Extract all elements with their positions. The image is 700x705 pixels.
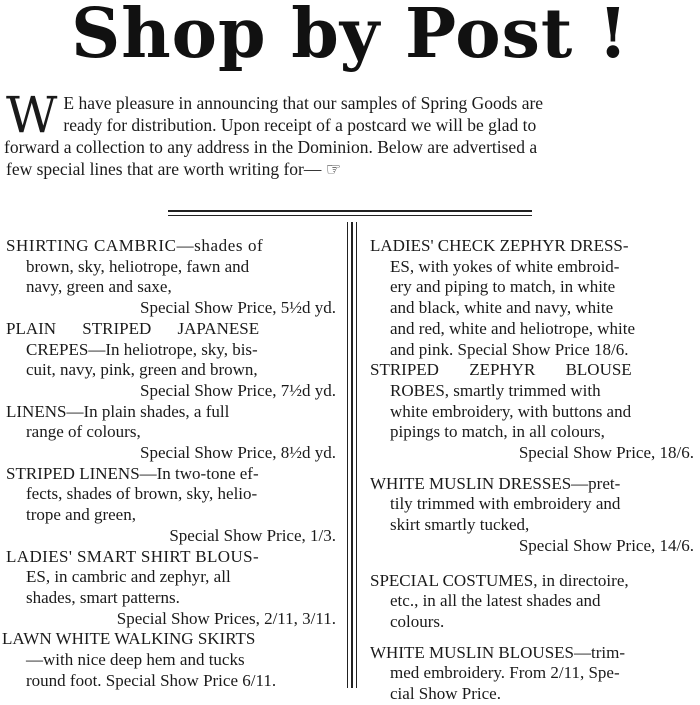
item-text: cuit, navy, pink, green and brown, [26,360,258,380]
item-heading: LINENS—In plain shades, a full [6,401,230,421]
list-item [6,236,338,319]
item-text: CREPES—In heliotrope, sky, bis- [26,339,258,359]
item-price: Special Show Price, 5½d yd. [140,298,336,318]
item-text: range of colours, [26,422,141,442]
list-item [6,547,338,630]
column-rule [356,222,357,688]
item-text: navy, green and saxe, [26,277,172,297]
item-text: white embroidery, with buttons and [390,401,632,421]
list-item [6,319,338,402]
list-item [370,643,696,705]
item-text: pipings to match, in all colours, [390,422,605,442]
item-price: Special Show Price, 14/6. [518,535,694,555]
item-text: round foot. Special Show Price 6/11. [26,670,277,690]
item-text: skirt smartly tucked, [390,515,530,535]
item-heading: LADIES' SMART SHIRT BLOUS- [6,546,260,566]
item-price: Special Show Price, 1/3. [169,525,336,545]
item-text: colours. [390,611,445,631]
list-item [6,402,338,464]
item-text: ES, with yokes of white embroid- [390,256,620,276]
item-text: ROBES, smartly trimmed with [390,380,601,400]
column-rule [351,222,353,688]
right-column [370,236,696,705]
list-item [370,474,696,557]
intro-line: E have pleasure in announcing that our samples of Spring Goods are [63,93,544,113]
item-text: and red, white and heliotrope, white [390,318,636,338]
item-heading: SHIRTING CAMBRIC—shades of [6,236,264,255]
intro-paragraph [4,86,694,180]
drop-cap: W [6,86,58,144]
item-price: Special Show Price, 18/6. [518,443,694,463]
item-heading: LAWN WHITE WALKING SKIRTS [2,629,256,649]
list-item [2,629,338,691]
item-heading: PLAIN STRIPED JAPANESE [6,318,260,338]
item-heading: LADIES' CHECK ZEPHYR DRESS- [370,236,629,255]
item-text: —with nice deep hem and tucks [26,650,245,670]
list-item [370,571,696,633]
item-heading: SPECIAL COSTUMES, in directoire, [370,570,629,590]
headline: Shop by Post ! [71,0,629,74]
item-text: etc., in all the latest shades and [390,591,601,611]
item-price: Special Show Prices, 2/11, 3/11. [116,608,336,628]
item-heading: STRIPED LINENS—In two-tone ef- [6,463,259,483]
item-heading: STRIPED ZEPHYR BLOUSE [370,360,632,380]
item-text: brown, sky, heliotrope, fawn and [26,256,250,276]
intro-line: forward a collection to any address in the Dominion. Below are advertised a [4,137,538,157]
item-text: fects, shades of brown, sky, helio- [26,484,258,504]
item-text: med embroidery. From 2/11, Spe- [390,663,620,683]
list-item [6,464,338,547]
intro-line: few special lines that are worth writing for— ☞ [6,159,342,179]
item-text: ES, in cambric and zephyr, all [26,567,231,587]
item-text: and black, white and navy, white [390,298,614,318]
item-text: shades, smart patterns. [26,587,180,607]
item-price: Special Show Price, 7½d yd. [140,380,336,400]
intro-line: ready for distribution. Upon receipt of a postcard we will be glad to [63,115,537,135]
item-heading: WHITE MUSLIN BLOUSES—trim- [370,642,625,662]
item-text: trope and green, [26,505,136,525]
list-item [370,360,696,464]
item-heading: WHITE MUSLIN DRESSES—pret- [370,473,621,493]
item-text: cial Show Price. [390,684,501,704]
list-item [370,236,696,360]
item-text: tily trimmed with embroidery and [390,494,621,514]
item-text: and pink. Special Show Price 18/6. [390,339,629,359]
left-column [2,236,338,691]
divider-rule-bottom [168,215,532,216]
item-price: Special Show Price, 8½d yd. [140,443,336,463]
column-rule [347,222,348,688]
divider-rule-top [168,210,532,212]
item-text: ery and piping to match, in white [390,277,616,297]
